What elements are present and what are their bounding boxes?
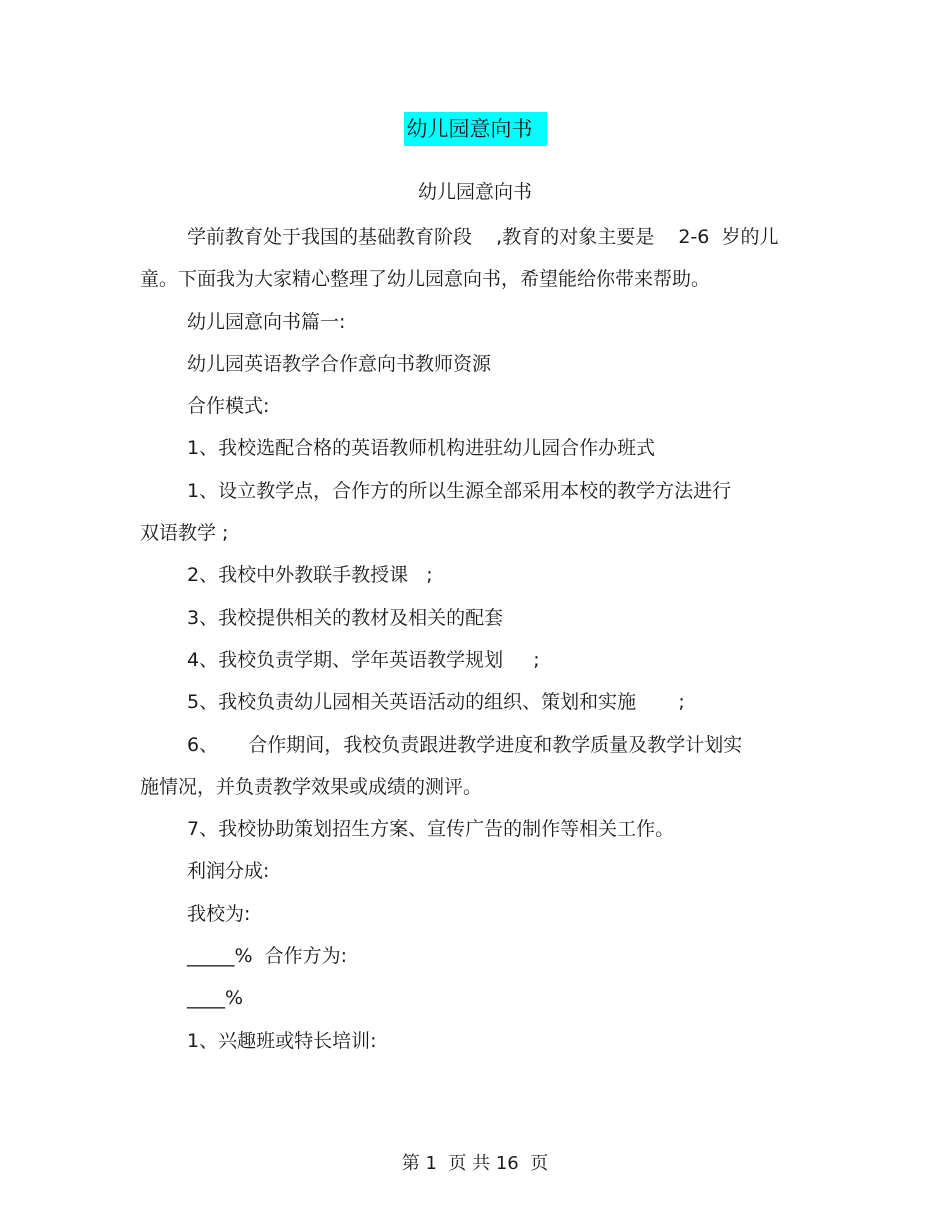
page-footer: 第 1 页 共 16 页 <box>401 1153 549 1174</box>
paragraph-line: 3、我校提供相关的教材及相关的配套 <box>187 606 504 629</box>
paragraph-line: 5、我校负责幼儿园相关英语活动的组织、策划和实施 ; <box>187 691 685 714</box>
paragraph-line: 施情况，并负责教学效果或成绩的测评。 <box>140 775 483 798</box>
paragraph-line: 4、我校负责学期、学年英语教学规划 ; <box>187 648 540 671</box>
paragraph-line: 6、 合作期间，我校负责跟进教学进度和教学质量及教学计划实 <box>187 733 743 756</box>
document-title: 幼儿园意向书 <box>404 112 547 146</box>
paragraph-line: 2、我校中外教联手教授课 ; <box>187 564 433 587</box>
paragraph-line: 双语教学 ; <box>140 522 229 545</box>
paragraph-line: 童。下面我为大家精心整理了幼儿园意向书，希望能给你带来帮助。 <box>140 268 711 291</box>
paragraph-line: 1、设立教学点，合作方的所以生源全部采用本校的教学方法进行 <box>187 479 732 502</box>
paragraph-line: 1、我校选配合格的英语教师机构进驻幼儿园合作办班式 <box>187 437 656 460</box>
paragraph-line: 合作模式: <box>187 395 270 418</box>
paragraph-line: 7、我校协助策划招生方案、宣传广告的制作等相关工作。 <box>187 818 675 841</box>
document-body <box>140 216 820 1062</box>
title-area <box>0 112 950 146</box>
paragraph-line: 幼儿园意向书篇一: <box>187 310 346 333</box>
paragraph-line: 幼儿园英语教学合作意向书教师资源 <box>187 352 492 375</box>
paragraph-line: 我校为: <box>187 902 251 925</box>
paragraph-line: 1、兴趣班或特长培训: <box>187 1029 377 1052</box>
paragraph-line: 利润分成: <box>187 860 270 883</box>
paragraph-line: 学前教育处于我国的基础教育阶段 ,教育的对象主要是 2-6 岁的儿 <box>187 226 779 248</box>
paragraph-line: _____% 合作方为: <box>187 945 348 968</box>
paragraph-line: ____% <box>187 987 244 1010</box>
document-subtitle: 幼儿园意向书 <box>417 181 532 203</box>
